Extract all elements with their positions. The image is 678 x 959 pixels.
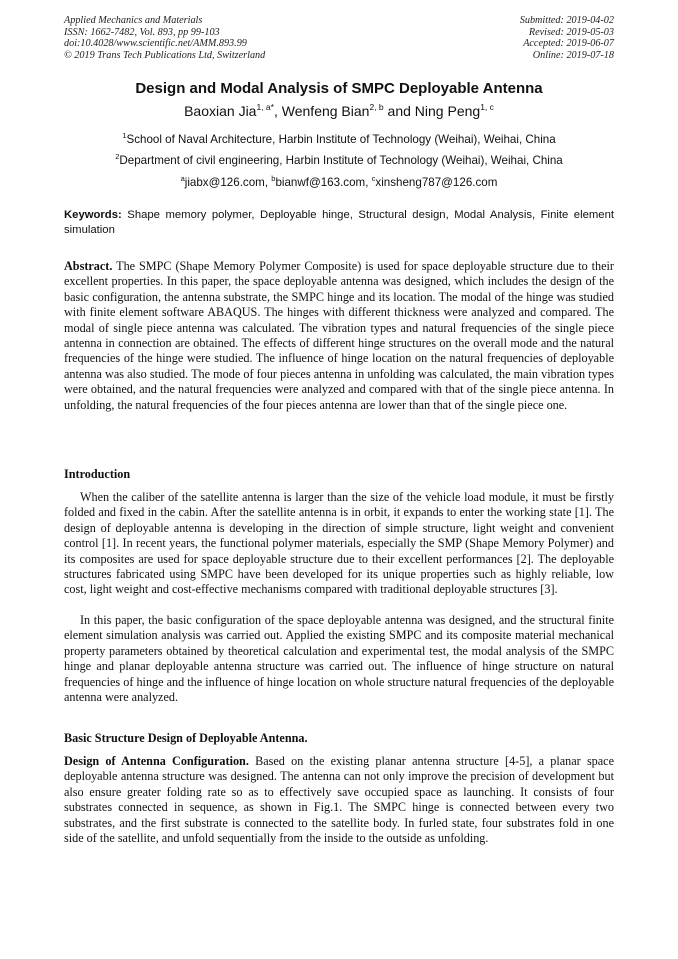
author-list <box>0 102 678 119</box>
email-marker: a <box>180 174 185 183</box>
journal-info <box>64 15 265 61</box>
issn-line: ISSN: 1662-7482, Vol. 893, pp 99-103 <box>64 26 220 38</box>
submitted-date: Submitted: 2019-04-02 <box>519 15 614 26</box>
author-separator: , <box>273 103 282 119</box>
paper-title: Design and Modal Analysis of SMPC Deployable Antenna <box>135 80 543 97</box>
email-address: jiabx@126.com, <box>184 176 272 189</box>
copyright-line: © 2019 Trans Tech Publications Ltd, Switzerland <box>64 49 266 61</box>
affiliation-marker: 1 <box>122 131 127 140</box>
affiliation-text: Department of civil engineering, Harbin Institute of Technology (Weihai), Weihai, China <box>119 154 563 167</box>
journal-name: Applied Mechanics and Materials <box>64 15 203 26</box>
subsection-runin-heading: Design of Antenna Configuration. <box>64 754 249 768</box>
keywords-text: Shape memory polymer, Deployable hinge, Structural design, Modal Analysis, Finite element simulation <box>64 209 614 236</box>
keywords-label: Keywords: <box>64 209 122 221</box>
author-name: Wenfeng Bian <box>281 103 370 119</box>
author-name: Ning Peng <box>414 103 481 119</box>
abstract <box>64 259 614 413</box>
paragraph-text: Based on the existing planar antenna structure [4-5], a planar space deployable antenna structure was designed. The antenna can not only improve the precision of development but also ensure greater folding rate so as to effectively save occupied space as launching. It consists of four substrates connected in sequence, as shown in Fig.1. The SMPC hinge is connected between every two substrates, and the first substrate is connected to the satellite body. In furled state, four substrates fold in one side of the satellite, and unfold sequentially from the inside to the outside as unfolding. <box>64 754 615 846</box>
paragraph <box>64 754 614 846</box>
affiliation-1 <box>0 131 678 146</box>
author-superscript: 2, b <box>369 102 384 112</box>
section-heading-basic-structure: Basic Structure Design of Deployable Antenna. <box>64 731 308 745</box>
doi-line: doi:10.4028/www.scientific.net/AMM.893.99 <box>64 38 247 50</box>
author-superscript: 1, a* <box>256 102 274 112</box>
paragraph: When the caliber of the satellite antenna is larger than the size of the vehicle load module, it must be firstly folded and fixed in the cabin. After the satellite antenna is in orbit, it expands to enter the working state [1]. The design of deployable antenna is developing in the direction of simple structure, light weight and convenient control [1]. In recent years, the functional polymer materials, especially the SMP (Shape Memory Polymer) and its composites are used for space deployable structure due to their excellent performances [2]. The deployable structures fabricated using SMPC have been developed for its unique properties such as highly reliable, low cost, light weight and cost-effective mechanisms compared with traditional deployable structures [3]. <box>64 490 614 597</box>
publication-dates <box>520 15 614 61</box>
author-superscript: 1, c <box>480 102 494 112</box>
affiliation-marker: 2 <box>115 152 120 161</box>
paragraph: In this paper, the basic configuration of the space deployable antenna was designed, and the structural finite element simulation analysis was carried out. Applied the existing SMPC and its composite material mechanical property parameters obtained by theoretical calculation and experimental test, the modal analysis of the SMPC hinge and planar deployable antenna structure was carried out. The influence of hinge structure on natural frequencies of hinge and the influence of hinge location on whole structure natural frequencies of the deployable antenna were analyzed. <box>64 613 614 705</box>
keywords <box>64 208 614 238</box>
section-heading-introduction: Introduction <box>64 467 131 481</box>
abstract-text: The SMPC (Shape Memory Polymer Composite) is used for space deployable structure due to their excellent properties. In this paper, the space deployable antenna was designed, which includes the design of the basic configuration, the antenna substrate, the SMPC hinge and its location. The modal of the hinge was studied with finite element software ABAQUS. The hinges with different thickness were analyzed and compared. The modal of single piece antenna was calculated. The vibration types and natural frequencies of the single piece antenna in connection are obtained. The effects of different hinge structures on the overall mode and the natural frequencies of the hinge were studied. The influence of hinge location on the natural frequencies of deployable antenna was also studied. The mode of four pieces antenna in unfolding was calculated, the main vibration types were obtained, and the natural frequencies were analyzed and compared with that of the single piece antenna. In unfolding, the natural frequencies of the four pieces antenna are lower than that of the single piece one. <box>64 259 614 412</box>
email-address: xinsheng787@126.com <box>375 176 498 189</box>
author-separator: and <box>383 103 415 119</box>
email-marker: c <box>371 174 376 183</box>
affiliation-text: School of Naval Architecture, Harbin Institute of Technology (Weihai), Weihai, China <box>126 133 556 146</box>
email-marker: b <box>271 174 276 183</box>
online-date: Online: 2019-07-18 <box>532 49 614 61</box>
abstract-label: Abstract. <box>64 259 113 273</box>
accepted-date: Accepted: 2019-06-07 <box>523 38 614 50</box>
email-address: bianwf@163.com, <box>275 176 372 189</box>
email-list <box>0 174 678 189</box>
author-name: Baoxian Jia <box>184 103 257 119</box>
revised-date: Revised: 2019-05-03 <box>528 26 614 38</box>
affiliation-2 <box>0 152 678 167</box>
